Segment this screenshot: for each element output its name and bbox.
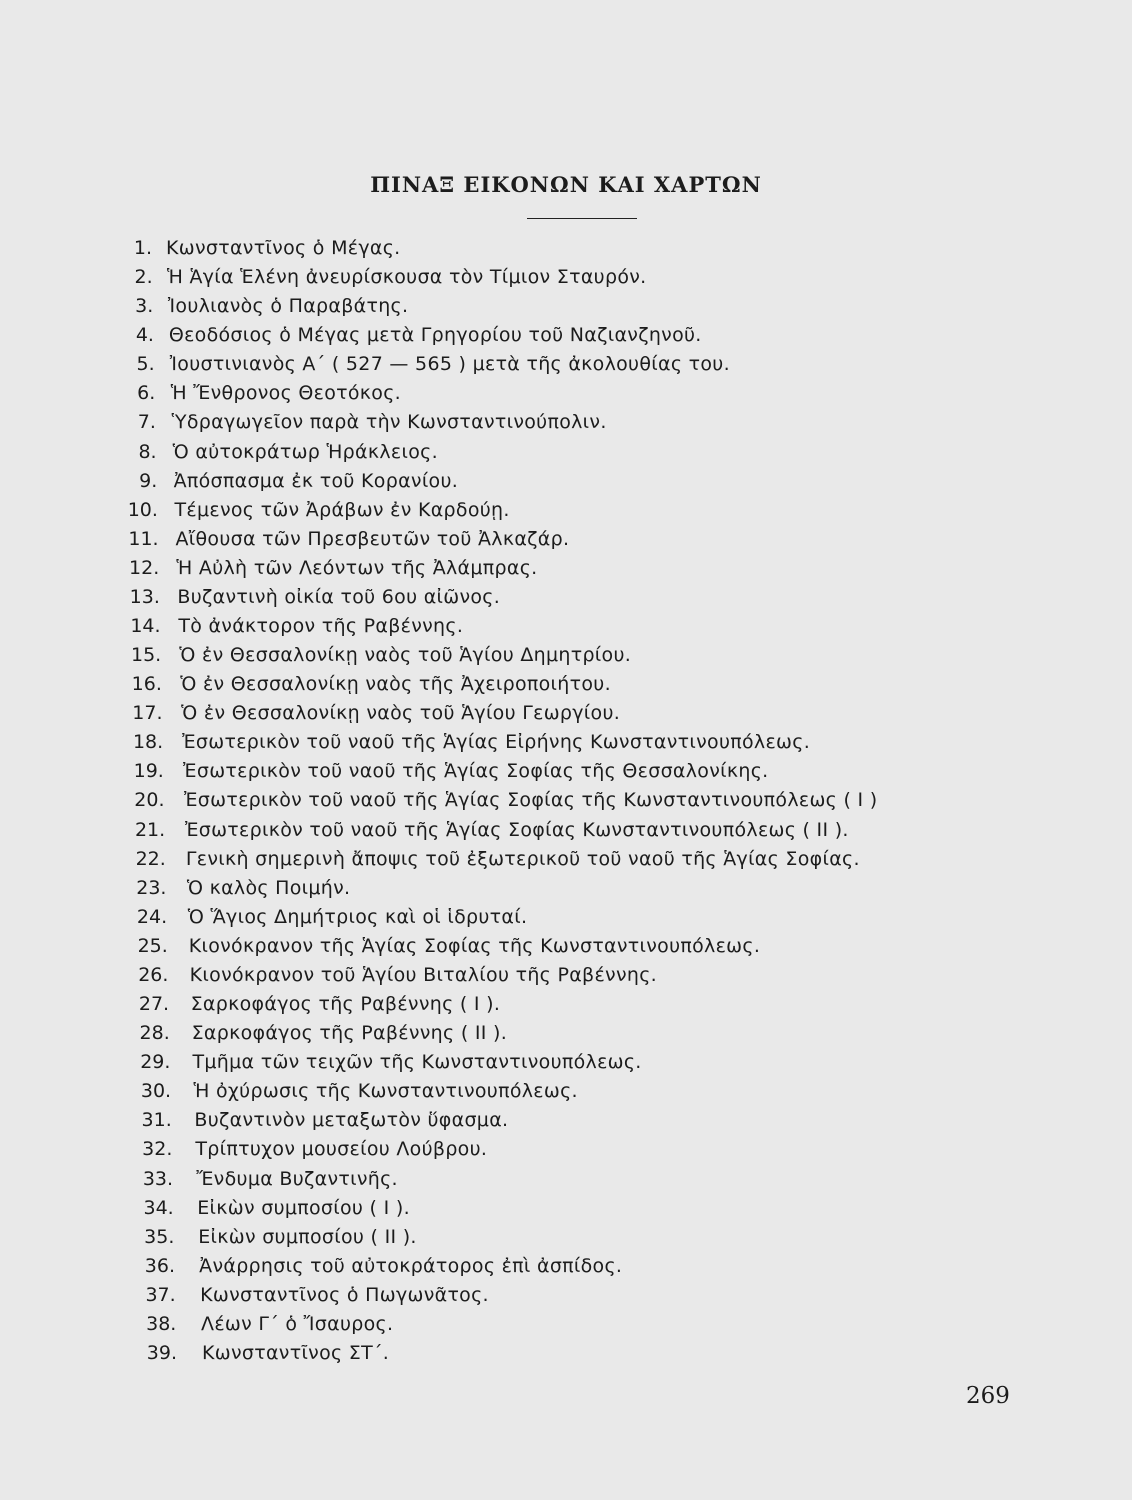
list-item: [0, 1310, 1132, 1339]
list-item: [0, 612, 1132, 641]
list-item-number: 38.: [146, 1312, 177, 1335]
list-item: [0, 786, 1132, 815]
list-item-text: Ἀπόσπασμα ἐκ τοῦ Κορανίου.: [173, 469, 459, 492]
list-item-text: Ἐσωτερικὸν τοῦ ναοῦ τῆς Ἁγίας Σοφίας τῆς Θεσσαλονίκης.: [183, 760, 769, 783]
list-item-text: Τὸ ἀνάκτορον τῆς Ραβέννης.: [178, 615, 464, 638]
list-item-text: Λέων Γ΄ ὁ Ἴσαυρος.: [201, 1312, 394, 1335]
list-item-number: 36.: [144, 1254, 176, 1277]
list-item-text: Κωνσταντῖνος ΣΤ΄.: [202, 1341, 390, 1364]
list-item: [0, 961, 1132, 990]
list-item: [0, 1019, 1132, 1048]
list-item-text: Βυζαντινὴ οἰκία τοῦ 6ου αἰῶνος.: [177, 585, 501, 608]
list-item-number: 6.: [137, 382, 156, 405]
list-item-text: Ἡ Αὐλὴ τῶν Λεόντων τῆς Ἀλάμπρας.: [176, 556, 538, 579]
list-item-text: Τμῆμα τῶν τειχῶν τῆς Κωνσταντινουπόλεως.: [192, 1051, 642, 1074]
list-item: [0, 525, 1132, 554]
list-item: [0, 408, 1132, 437]
list-item: [0, 554, 1132, 583]
list-item-text: Ὁ καλὸς Ποιμήν.: [186, 876, 351, 899]
page-title: ΠΙΝΑΞ ΕΙΚΟΝΩΝ ΚΑΙ ΧΑΡΤΩΝ: [370, 172, 762, 197]
list-item-number: 20.: [134, 789, 165, 812]
list-item-number: 28.: [139, 1022, 170, 1045]
list-item-number: 22.: [135, 847, 166, 870]
list-item-text: Ὁ ἐν Θεσσαλονίκῃ ναὸς τοῦ Ἁγίου Γεωργίου.: [181, 702, 621, 725]
list-item-number: 30.: [140, 1080, 172, 1103]
list-item-text: Ἔνδυμα Βυζαντινῆς.: [196, 1167, 398, 1190]
list-item: [0, 438, 1132, 467]
list-item: [0, 990, 1132, 1019]
list-item-text: Εἰκὼν συμποσίου ( I ).: [197, 1196, 410, 1219]
list-item-number: 3.: [135, 295, 154, 318]
list-item-number: 39.: [146, 1341, 177, 1364]
list-item-text: Ἐσωτερικὸν τοῦ ναοῦ τῆς Ἁγίας Σοφίας Κωνσταντινουπόλεως ( II ).: [184, 818, 849, 841]
list-item-text: Θεοδόσιος ὁ Μέγας μετὰ Γρηγορίου τοῦ Ναζιανζηνοῦ.: [168, 324, 702, 347]
list-item-text: Ὑδραγωγεῖον παρὰ τὴν Κωνσταντινούπολιν.: [171, 411, 607, 434]
list-item-text: Ἡ Ἁγία Ἑλένη ἀνευρίσκουσα τὸν Τίμιον Σταυρόν.: [166, 266, 647, 289]
list-item: [0, 1339, 1132, 1368]
list-item-number: 16.: [131, 673, 162, 696]
list-item: [0, 699, 1132, 728]
list-item-text: Βυζαντινὸν μεταξωτὸν ὕφασμα.: [194, 1109, 509, 1132]
list-item-number: 32.: [142, 1138, 173, 1161]
list-item-text: Ἡ Ἔνθρονος Θεοτόκος.: [170, 382, 401, 405]
list-item-text: Αἴθουσα τῶν Πρεσβευτῶν τοῦ Ἀλκαζάρ.: [175, 527, 570, 550]
list-item-number: 8.: [138, 440, 157, 463]
list-item-number: 12.: [129, 556, 160, 579]
list-item: [0, 845, 1132, 874]
list-item-text: Ὁ αὐτοκράτωρ Ἡράκλειος.: [172, 440, 438, 463]
list-item: [0, 816, 1132, 845]
list-item: [0, 496, 1132, 525]
list-item: [0, 350, 1132, 379]
list-item-text: Ὁ Ἅγιος Δημήτριος καὶ οἱ ἱδρυταί.: [187, 905, 528, 928]
list-item-number: 34.: [143, 1196, 174, 1219]
list-item: [0, 1223, 1132, 1252]
list-item-text: Σαρκοφάγος τῆς Ραβέννης ( II ).: [191, 1022, 508, 1045]
list-item-number: 7.: [137, 411, 156, 434]
list-item-number: 4.: [135, 324, 154, 347]
list-item: [0, 292, 1132, 321]
list-item-number: 18.: [132, 731, 164, 754]
list-item-number: 13.: [129, 585, 160, 608]
list-item-text: Ἰουλιανὸς ὁ Παραβάτης.: [167, 295, 409, 318]
list-item: [0, 583, 1132, 612]
list-item-number: 11.: [128, 527, 159, 550]
list-item-text: Κωνσταντῖνος ὁ Πωγωνᾶτος.: [200, 1283, 489, 1306]
list-item: [0, 234, 1132, 263]
list-item-text: Ὁ ἐν Θεσσαλονίκῃ ναὸς τοῦ Ἁγίου Δημητρίου.: [179, 644, 632, 667]
list-item-number: 31.: [141, 1109, 172, 1132]
list-item: [0, 321, 1132, 350]
list-item-text: Ἐσωτερικὸν τοῦ ναοῦ τῆς Ἁγίας Σοφίας τῆς Κωνσταντινουπόλεως ( I ): [184, 789, 878, 812]
list-item-number: 14.: [130, 615, 161, 638]
list-item-text: Ἀνάρρησις τοῦ αὐτοκράτορος ἐπὶ ἀσπίδος.: [199, 1254, 623, 1277]
list-item: [0, 903, 1132, 932]
list-item: [0, 1135, 1132, 1164]
list-item-number: 35.: [144, 1225, 175, 1248]
list-item-number: 24.: [136, 905, 168, 928]
list-item: [0, 874, 1132, 903]
list-item-text: Ὁ ἐν Θεσσαλονίκῃ ναὸς τῆς Ἀχειροποιήτου.: [180, 673, 611, 696]
list-item-number: 17.: [132, 702, 163, 725]
list-item-text: Τέμενος τῶν Ἀράβων ἐν Καρδούῃ.: [174, 498, 510, 521]
list-item-text: Εἰκὼν συμποσίου ( II ).: [198, 1225, 417, 1248]
page-number: 269: [966, 1383, 1010, 1409]
list-item-number: 37.: [145, 1283, 176, 1306]
list-item-text: Σαρκοφάγος τῆς Ραβέννης ( I ).: [190, 993, 501, 1016]
list-item-text: Κιονόκρανον τῆς Ἁγίας Σοφίας τῆς Κωνσταντινουπόλεως.: [188, 934, 761, 957]
list-item: [0, 670, 1132, 699]
list-item-number: 19.: [133, 760, 164, 783]
list-item-text: Ἰουστινιανὸς Α΄ ( 527 — 565 ) μετὰ τῆς ἀκολουθίας του.: [169, 353, 730, 376]
list-item-text: Ἐσωτερικὸν τοῦ ναοῦ τῆς Ἁγίας Εἰρήνης Κωνσταντινουπόλεως.: [182, 731, 811, 754]
list-item-number: 10.: [127, 498, 158, 521]
list-item-number: 27.: [138, 993, 170, 1016]
list-item-number: 29.: [140, 1051, 171, 1074]
title-divider: [527, 218, 637, 219]
list-item: [0, 728, 1132, 757]
list-item-number: 21.: [134, 818, 166, 841]
list-item: [0, 1252, 1132, 1281]
list-item-number: 5.: [136, 353, 155, 376]
list-item: [0, 1165, 1132, 1194]
list-item: [0, 1281, 1132, 1310]
list-item: [0, 1077, 1132, 1106]
list-item-number: 33.: [142, 1167, 174, 1190]
list-item-number: 23.: [136, 876, 167, 899]
list-item-number: 25.: [137, 934, 168, 957]
figure-list: [0, 234, 1132, 1368]
list-item-number: 26.: [138, 963, 169, 986]
list-item-number: 9.: [139, 469, 158, 492]
list-item-text: Κιονόκρανον τοῦ Ἁγίου Βιταλίου τῆς Ραβέννης.: [189, 963, 657, 986]
list-item: [0, 379, 1132, 408]
list-item: [0, 1106, 1132, 1135]
list-item: [0, 641, 1132, 670]
list-item: [0, 1194, 1132, 1223]
list-item: [0, 932, 1132, 961]
list-item: [0, 263, 1132, 292]
list-item-text: Κωνσταντῖνος ὁ Μέγας.: [166, 237, 401, 259]
list-item-number: 2.: [134, 266, 153, 289]
list-item-text: Γενικὴ σημερινὴ ἄποψις τοῦ ἐξωτερικοῦ τοῦ ναοῦ τῆς Ἁγίας Σοφίας.: [185, 847, 860, 870]
list-item: [0, 467, 1132, 496]
list-item: [0, 757, 1132, 786]
list-item-text: Τρίπτυχον μουσείου Λούβρου.: [195, 1138, 488, 1161]
list-item-number: 15.: [130, 644, 162, 667]
list-item-text: Ἡ ὀχύρωσις τῆς Κωνσταντινουπόλεως.: [193, 1080, 578, 1103]
list-item: [0, 1048, 1132, 1077]
list-item-number: 1.: [133, 237, 152, 259]
